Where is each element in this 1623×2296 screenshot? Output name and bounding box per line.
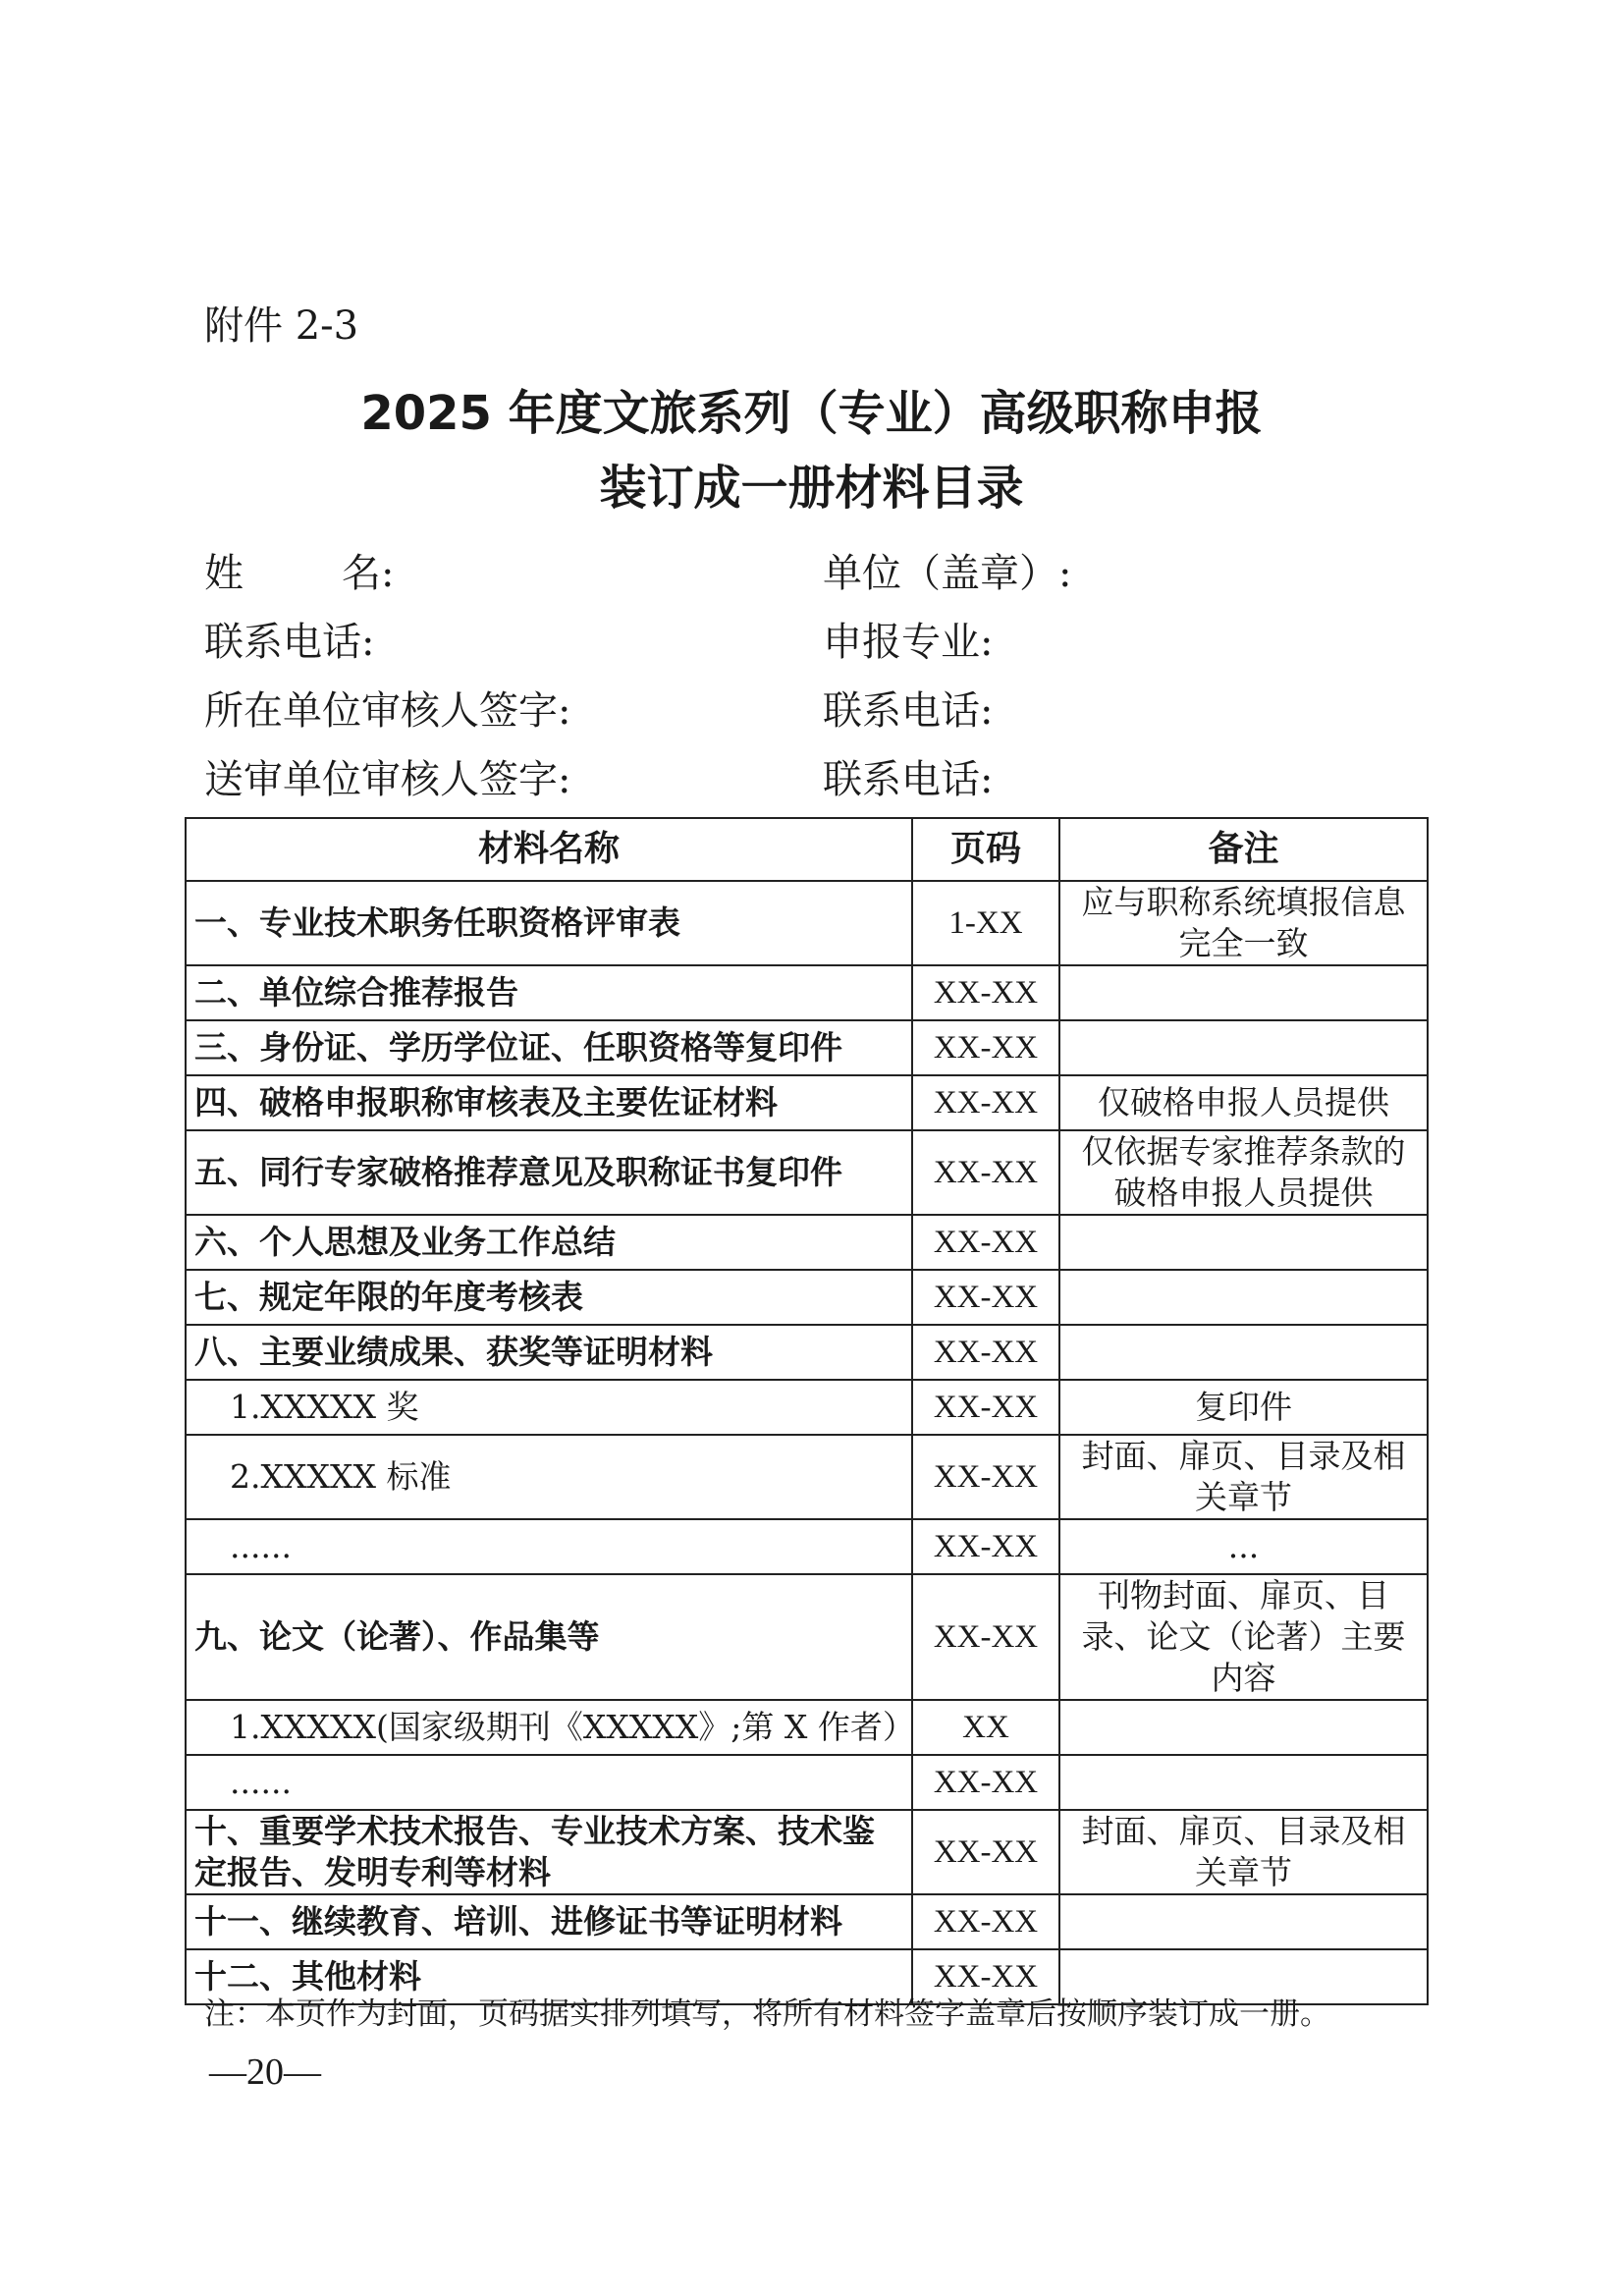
table-row	[186, 1894, 1428, 1949]
table-row	[186, 1700, 1428, 1755]
row-page: XX-XX	[912, 1949, 1059, 2004]
row-page: XX-XX	[912, 1020, 1059, 1075]
row-page: XX-XX	[912, 1519, 1059, 1574]
row-note	[1059, 1270, 1428, 1325]
table-row	[186, 1810, 1428, 1894]
header-remarks: 备注	[1059, 818, 1428, 881]
row-note	[1059, 1325, 1428, 1380]
footnote: 注：本页作为封面，页码据实排列填写，将所有材料签字盖章后按顺序装订成一册。	[204, 1996, 1330, 2032]
contact-phone-label: 联系电话:	[204, 620, 375, 665]
table-row	[186, 881, 1428, 965]
table-row	[186, 1574, 1428, 1700]
row-name: 十、重要学术技术报告、专业技术方案、技术鉴定报告、发明专利等材料	[186, 1810, 912, 1894]
header-page: 页码	[912, 818, 1059, 881]
table-row	[186, 1755, 1428, 1810]
row-page: 1-XX	[912, 881, 1059, 965]
row-name: 一、专业技术职务任职资格评审表	[186, 881, 912, 965]
row-name: ......	[186, 1755, 912, 1810]
table-row	[186, 965, 1428, 1020]
page-number: —20—	[209, 2051, 321, 2093]
row-note: 仅依据专家推荐条款的破格申报人员提供	[1059, 1130, 1428, 1215]
row-note: 应与职称系统填报信息完全一致	[1059, 881, 1428, 965]
row-name: 2.XXXXX 标准	[186, 1435, 912, 1519]
document-title-line1: 2025 年度文旅系列（专业）高级职称申报	[360, 386, 1263, 441]
row-name: 八、主要业绩成果、获奖等证明材料	[186, 1325, 912, 1380]
table-row	[186, 1215, 1428, 1270]
row-note	[1059, 1894, 1428, 1949]
table-row	[186, 1325, 1428, 1380]
table-row	[186, 1270, 1428, 1325]
table-row	[186, 1519, 1428, 1574]
row-name: 七、规定年限的年度考核表	[186, 1270, 912, 1325]
table-row	[186, 1020, 1428, 1075]
row-page: XX-XX	[912, 1325, 1059, 1380]
row-page: XX-XX	[912, 1130, 1059, 1215]
row-name: 四、破格申报职称审核表及主要佐证材料	[186, 1075, 912, 1130]
row-name: 九、论文（论著）、作品集等	[186, 1574, 912, 1700]
name-field-label	[204, 542, 394, 598]
attachment-label: 附件 2-3	[204, 303, 359, 349]
name-label-part1: 姓	[204, 551, 243, 596]
name-label-part2: 名:	[342, 551, 395, 596]
row-note	[1059, 1215, 1428, 1270]
row-name: 二、单位综合推荐报告	[186, 965, 912, 1020]
row-name: 五、同行专家破格推荐意见及职称证书复印件	[186, 1130, 912, 1215]
document-title-line2: 装订成一册材料目录	[599, 461, 1024, 516]
table-row	[186, 1130, 1428, 1215]
row-note	[1059, 1755, 1428, 1810]
row-note: 封面、扉页、目录及相关章节	[1059, 1810, 1428, 1894]
sender-reviewer-signature-label: 送审单位审核人签字:	[204, 757, 571, 802]
table-row	[186, 1075, 1428, 1130]
materials-table	[185, 817, 1429, 2005]
row-name: 十二、其他材料	[186, 1949, 912, 2004]
row-name: ......	[186, 1519, 912, 1574]
row-page: XX	[912, 1700, 1059, 1755]
row-name: 十一、继续教育、培训、进修证书等证明材料	[186, 1894, 912, 1949]
unit-stamp-label: 单位（盖章）:	[823, 551, 1072, 596]
row-page: XX-XX	[912, 1215, 1059, 1270]
row-note: 刊物封面、扉页、目录、论文（论著）主要内容	[1059, 1574, 1428, 1700]
row-page: XX-XX	[912, 1435, 1059, 1519]
row-note: 复印件	[1059, 1380, 1428, 1435]
row-note	[1059, 1700, 1428, 1755]
row-page: XX-XX	[912, 965, 1059, 1020]
row-note: 封面、扉页、目录及相关章节	[1059, 1435, 1428, 1519]
row-name: 1.XXXXX 奖	[186, 1380, 912, 1435]
row-page: XX-XX	[912, 1075, 1059, 1130]
row-page: XX-XX	[912, 1380, 1059, 1435]
row-note	[1059, 1020, 1428, 1075]
row-note	[1059, 965, 1428, 1020]
header-material-name: 材料名称	[186, 818, 912, 881]
table-row	[186, 1435, 1428, 1519]
sender-phone-label: 联系电话:	[823, 757, 994, 802]
row-page: XX-XX	[912, 1755, 1059, 1810]
table-row	[186, 1380, 1428, 1435]
specialty-label: 申报专业:	[823, 620, 994, 665]
reviewer-phone-label: 联系电话:	[823, 688, 994, 734]
row-page: XX-XX	[912, 1574, 1059, 1700]
row-note: 仅破格申报人员提供	[1059, 1075, 1428, 1130]
unit-reviewer-signature-label: 所在单位审核人签字:	[204, 688, 571, 734]
row-name: 六、个人思想及业务工作总结	[186, 1215, 912, 1270]
row-note: ...	[1059, 1519, 1428, 1574]
row-page: XX-XX	[912, 1894, 1059, 1949]
table-header-row	[186, 818, 1428, 881]
row-name: 1.XXXXX(国家级期刊《XXXXX》;第 X 作者）	[186, 1700, 912, 1755]
row-page: XX-XX	[912, 1810, 1059, 1894]
row-name: 三、身份证、学历学位证、任职资格等复印件	[186, 1020, 912, 1075]
row-page: XX-XX	[912, 1270, 1059, 1325]
